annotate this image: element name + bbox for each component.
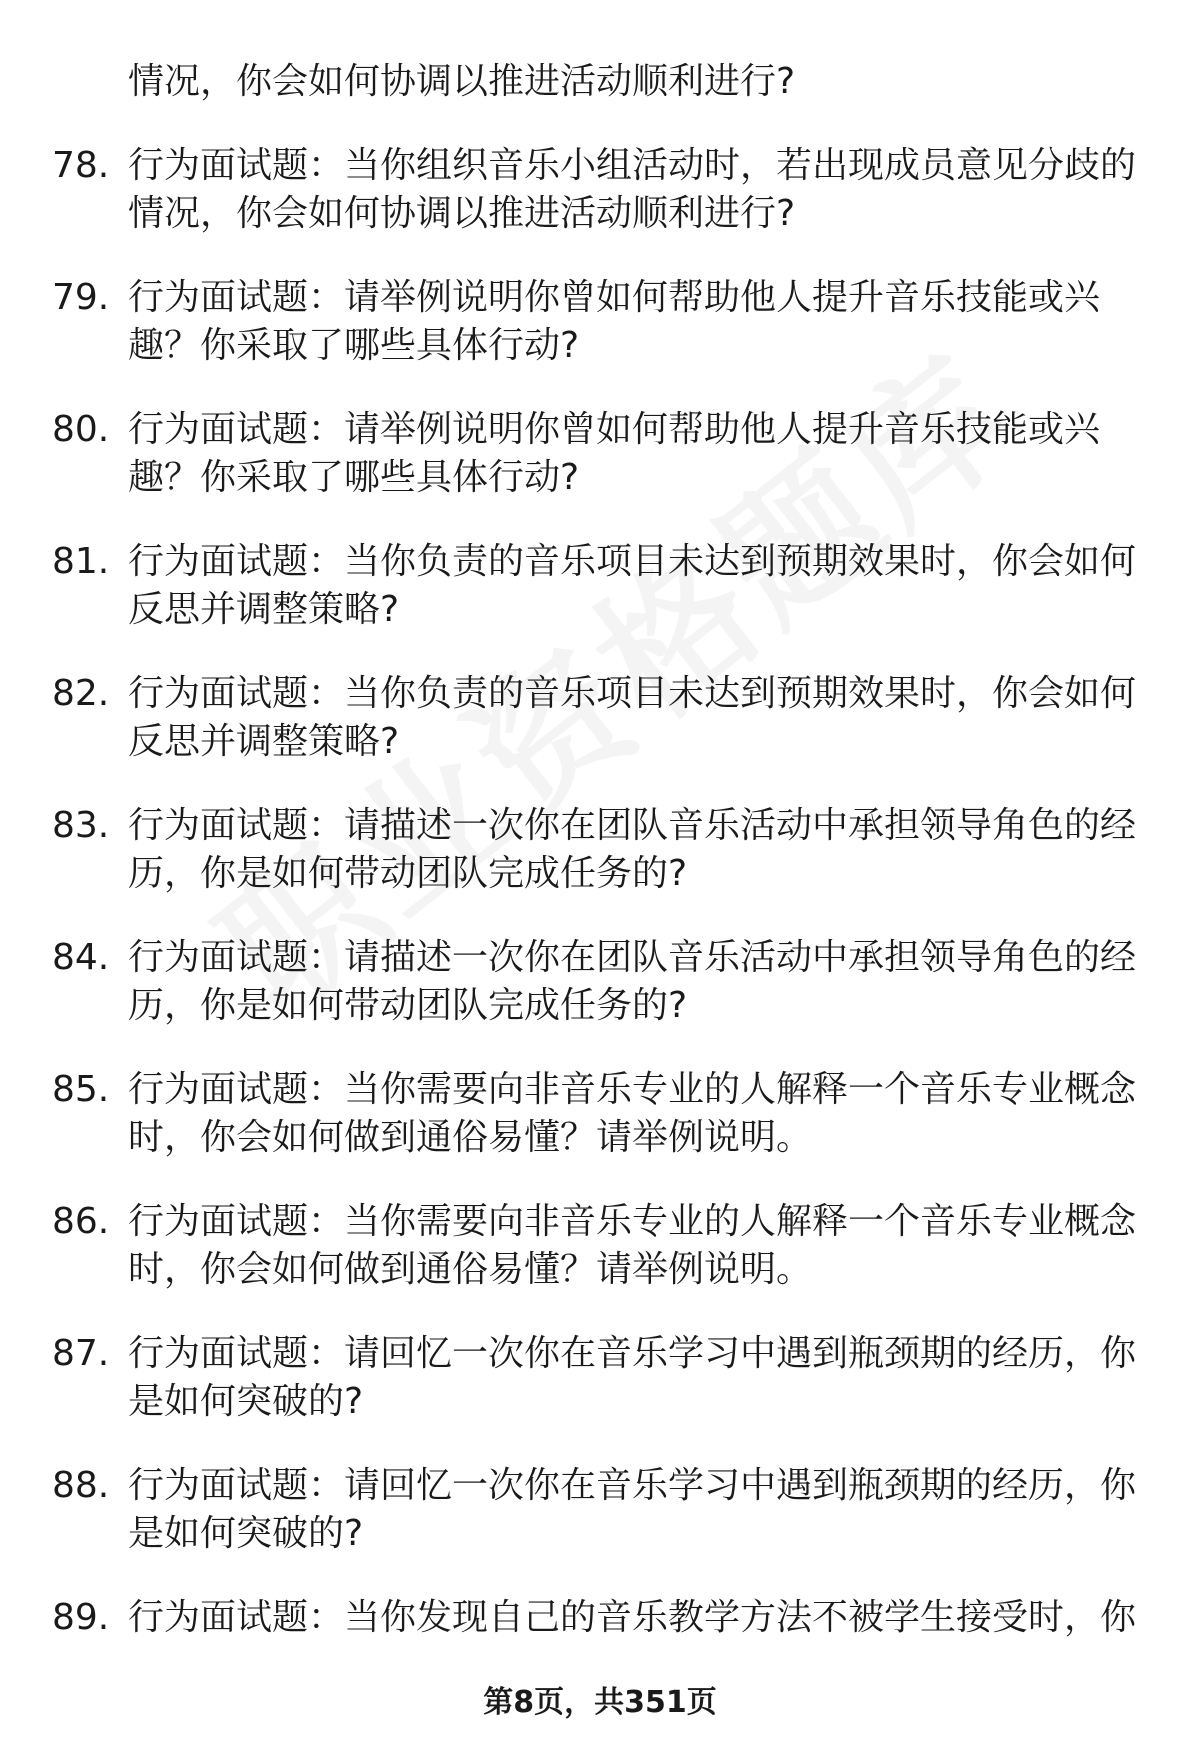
question-number: 79. [52, 277, 110, 318]
page-number-footer: 第8页，共351页 [483, 1685, 717, 1720]
question-number: 86. [52, 1201, 110, 1242]
question-list [0, 58, 1200, 1678]
question-text: 行为面试题：请描述一次你在团队音乐活动中承担领导角色的经历，你是如何带动团队完成任务的? [128, 805, 1137, 894]
question-item [0, 1066, 1200, 1162]
question-number: 89. [52, 1597, 110, 1638]
question-item [0, 802, 1200, 898]
question-text: 行为面试题：请举例说明你曾如何帮助他人提升音乐技能或兴趣？你采取了哪些具体行动? [128, 277, 1101, 366]
question-item [0, 406, 1200, 502]
question-text: 行为面试题：请描述一次你在团队音乐活动中承担领导角色的经历，你是如何带动团队完成任务的? [128, 937, 1137, 1026]
question-number: 83. [52, 805, 110, 846]
question-text: 行为面试题：当你负责的音乐项目未达到预期效果时，你会如何反思并调整策略? [128, 541, 1137, 630]
question-item [0, 1330, 1200, 1426]
question-item [0, 1462, 1200, 1558]
question-number: 81. [52, 541, 110, 582]
question-item [0, 142, 1200, 238]
question-number: 78. [52, 145, 110, 186]
question-text: 行为面试题：请回忆一次你在音乐学习中遇到瓶颈期的经历，你是如何突破的? [128, 1333, 1137, 1422]
question-item [0, 934, 1200, 1030]
question-text: 行为面试题：请举例说明你曾如何帮助他人提升音乐技能或兴趣？你采取了哪些具体行动? [128, 409, 1101, 498]
question-item [0, 274, 1200, 370]
question-text: 行为面试题：当你需要向非音乐专业的人解释一个音乐专业概念时，你会如何做到通俗易懂？请举例说明。 [128, 1069, 1137, 1158]
question-text: 行为面试题：当你发现自己的音乐教学方法不被学生接受时，你 [128, 1597, 1137, 1638]
question-item [0, 1198, 1200, 1294]
question-number: 82. [52, 673, 110, 714]
question-text: 行为面试题：请回忆一次你在音乐学习中遇到瓶颈期的经历，你是如何突破的? [128, 1465, 1137, 1554]
question-number: 88. [52, 1465, 110, 1506]
question-text: 行为面试题：当你组织音乐小组活动时，若出现成员意见分歧的情况，你会如何协调以推进活动顺利进行? [128, 145, 1137, 234]
question-item [0, 670, 1200, 766]
question-text: 行为面试题：当你需要向非音乐专业的人解释一个音乐专业概念时，你会如何做到通俗易懂？请举例说明。 [128, 1201, 1137, 1290]
question-number: 87. [52, 1333, 110, 1374]
question-item [0, 538, 1200, 634]
question-number: 80. [52, 409, 110, 450]
question-number: 85. [52, 1069, 110, 1110]
question-item [0, 1594, 1200, 1642]
question-text: 行为面试题：当你负责的音乐项目未达到预期效果时，你会如何反思并调整策略? [128, 673, 1137, 762]
question-number: 84. [52, 937, 110, 978]
continued-question-text: 情况，你会如何协调以推进活动顺利进行? [128, 61, 796, 102]
